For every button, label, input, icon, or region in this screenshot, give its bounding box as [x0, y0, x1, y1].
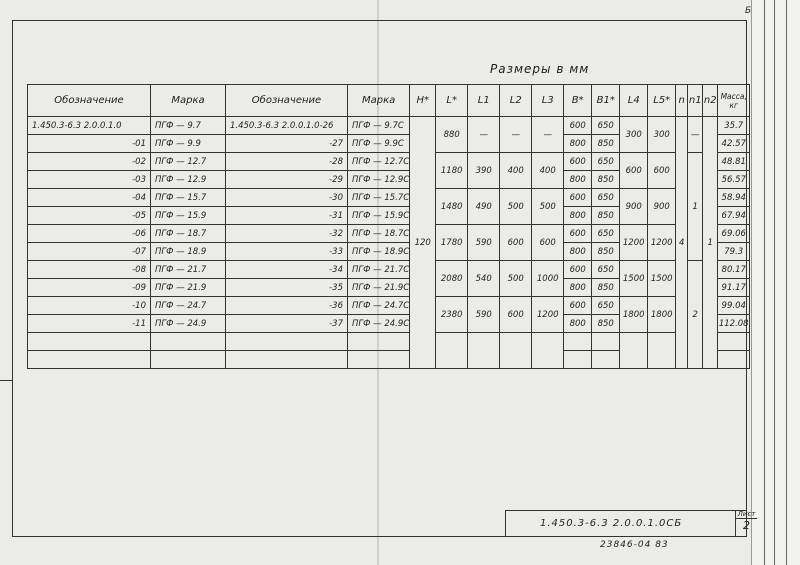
L-cell: 2380 [436, 297, 468, 333]
mark-cell: ПГФ — 9.9С [348, 135, 410, 153]
B1-cell: 850 [592, 207, 620, 225]
col-designation: Обозначение [28, 85, 151, 117]
mark-cell: ПГФ — 24.9 [151, 315, 226, 333]
L1-cell [468, 333, 500, 369]
B-cell: 800 [564, 243, 592, 261]
mass-cell: 42.57 [718, 135, 750, 153]
mark-cell: ПГФ — 12.7 [151, 153, 226, 171]
L4-cell: 900 [620, 189, 648, 225]
col-n2: n2 [703, 85, 718, 117]
mark-cell: ПГФ — 18.7 [151, 225, 226, 243]
L2-cell: 500 [500, 261, 532, 297]
L2-cell: 400 [500, 153, 532, 189]
corner-mark: Б [745, 6, 752, 16]
L4-cell: 600 [620, 153, 648, 189]
L3-cell: — [532, 117, 564, 153]
designation-cell: -34 [226, 261, 348, 279]
B-cell: 600 [564, 117, 592, 135]
B1-cell: 650 [592, 225, 620, 243]
L3-cell: 600 [532, 225, 564, 261]
L5-cell [648, 333, 676, 369]
inventory-number: 23846-04 83 [600, 540, 669, 550]
mass-cell [718, 351, 750, 369]
col-n: n [676, 85, 688, 117]
L1-cell: 490 [468, 189, 500, 225]
L3-cell [532, 333, 564, 369]
mass-cell: 56.57 [718, 171, 750, 189]
L4-cell: 1200 [620, 225, 648, 261]
L2-cell: 600 [500, 225, 532, 261]
mass-cell: 79.3 [718, 243, 750, 261]
B-cell: 800 [564, 315, 592, 333]
B-cell: 800 [564, 171, 592, 189]
B-cell: 800 [564, 279, 592, 297]
B1-cell: 850 [592, 243, 620, 261]
designation-cell: -08 [28, 261, 151, 279]
binding-edge [751, 0, 800, 565]
designation-cell [28, 351, 151, 369]
mark-cell: ПГФ — 15.9С [348, 207, 410, 225]
L4-cell: 300 [620, 117, 648, 153]
n1-cell: 1 [688, 153, 703, 261]
col-L4: L4 [620, 85, 648, 117]
table-row [28, 261, 750, 279]
col-mark: Марка [151, 85, 226, 117]
L1-cell: 590 [468, 297, 500, 333]
n2-cell: 1 [703, 117, 718, 369]
mark-cell [348, 351, 410, 369]
col-L2: L2 [500, 85, 532, 117]
mark-cell: ПГФ — 21.9С [348, 279, 410, 297]
sheet-label: Лист [737, 510, 756, 518]
B-cell: 800 [564, 207, 592, 225]
B1-cell: 850 [592, 279, 620, 297]
table-row [28, 117, 750, 135]
designation-cell: -37 [226, 315, 348, 333]
mass-cell: 67.94 [718, 207, 750, 225]
mark-cell: ПГФ — 9.7С [348, 117, 410, 135]
designation-cell [28, 333, 151, 351]
mark-cell: ПГФ — 15.7С [348, 189, 410, 207]
mark-cell: ПГФ — 15.7 [151, 189, 226, 207]
L5-cell: 1800 [648, 297, 676, 333]
B-cell [564, 351, 592, 369]
designation-cell: -29 [226, 171, 348, 189]
designation-cell: -10 [28, 297, 151, 315]
mass-cell: 91.17 [718, 279, 750, 297]
L1-cell: 590 [468, 225, 500, 261]
designation-cell: -33 [226, 243, 348, 261]
header-row [28, 85, 750, 117]
mark-cell [348, 333, 410, 351]
mark-cell [151, 351, 226, 369]
B1-cell: 850 [592, 171, 620, 189]
designation-cell: -11 [28, 315, 151, 333]
L5-cell: 900 [648, 189, 676, 225]
col-L3: L3 [532, 85, 564, 117]
B-cell: 600 [564, 261, 592, 279]
designation-cell: -01 [28, 135, 151, 153]
specification-table [27, 84, 750, 369]
table-row [28, 333, 750, 351]
L2-cell: — [500, 117, 532, 153]
H-cell: 120 [410, 117, 436, 369]
mark-cell: ПГФ — 21.7С [348, 261, 410, 279]
mark-cell: ПГФ — 24.9С [348, 315, 410, 333]
L-cell: 2080 [436, 261, 468, 297]
designation-cell [226, 333, 348, 351]
L1-cell: 390 [468, 153, 500, 189]
B-cell: 800 [564, 135, 592, 153]
designation-cell: -36 [226, 297, 348, 315]
L4-cell [620, 333, 648, 369]
designation-cell: -30 [226, 189, 348, 207]
mark-cell: ПГФ — 12.9С [348, 171, 410, 189]
col-L1: L1 [468, 85, 500, 117]
col-B: B* [564, 85, 592, 117]
designation-cell: -31 [226, 207, 348, 225]
L3-cell: 1200 [532, 297, 564, 333]
designation-cell: 1.450.3-6.3 2.0.0.1.0 [28, 117, 151, 135]
mass-cell: 35.7 [718, 117, 750, 135]
designation-cell: 1.450.3-6.3 2.0.0.1.0-26 [226, 117, 348, 135]
B1-cell: 850 [592, 315, 620, 333]
B1-cell [592, 351, 620, 369]
B1-cell: 650 [592, 153, 620, 171]
table-row [28, 225, 750, 243]
mass-cell: 112.08 [718, 315, 750, 333]
L2-cell: 500 [500, 189, 532, 225]
L3-cell: 1000 [532, 261, 564, 297]
B1-cell: 650 [592, 117, 620, 135]
col-H: H* [410, 85, 436, 117]
B-cell: 600 [564, 153, 592, 171]
L3-cell: 500 [532, 189, 564, 225]
designation-cell: -05 [28, 207, 151, 225]
designation-cell: -35 [226, 279, 348, 297]
L-cell: 1480 [436, 189, 468, 225]
left-margin-strip [0, 380, 12, 538]
designation-cell [226, 351, 348, 369]
mass-cell: 58.94 [718, 189, 750, 207]
n-cell: 4 [676, 117, 688, 369]
col-L: L* [436, 85, 468, 117]
B-cell: 600 [564, 297, 592, 315]
B-cell: 600 [564, 189, 592, 207]
col-designation-2: Обозначение [226, 85, 348, 117]
mark-cell: ПГФ — 18.7С [348, 225, 410, 243]
B1-cell: 850 [592, 135, 620, 153]
designation-cell: -04 [28, 189, 151, 207]
mark-cell: ПГФ — 21.9 [151, 279, 226, 297]
n1-cell: 2 [688, 261, 703, 369]
L2-cell [500, 333, 532, 369]
designation-cell: -27 [226, 135, 348, 153]
designation-cell: -28 [226, 153, 348, 171]
L5-cell: 600 [648, 153, 676, 189]
mark-cell: ПГФ — 12.7С [348, 153, 410, 171]
L3-cell: 400 [532, 153, 564, 189]
L5-cell: 300 [648, 117, 676, 153]
L-cell [436, 333, 468, 369]
col-mark-2: Марка [348, 85, 410, 117]
mass-cell [718, 333, 750, 351]
sizes-title: Размеры в мм [490, 62, 590, 76]
L1-cell: 540 [468, 261, 500, 297]
col-n1: n1 [688, 85, 703, 117]
designation-cell: -07 [28, 243, 151, 261]
table-row [28, 153, 750, 171]
sheet-number-box [735, 510, 757, 537]
col-L5: L5* [648, 85, 676, 117]
B1-cell: 650 [592, 189, 620, 207]
L5-cell: 1200 [648, 225, 676, 261]
table-row [28, 189, 750, 207]
col-B1: B1* [592, 85, 620, 117]
mark-cell: ПГФ — 12.9 [151, 171, 226, 189]
mass-cell: 48.81 [718, 153, 750, 171]
mark-cell: ПГФ — 15.9 [151, 207, 226, 225]
designation-cell: -06 [28, 225, 151, 243]
mark-cell: ПГФ — 9.7 [151, 117, 226, 135]
B1-cell [592, 333, 620, 351]
L-cell: 1180 [436, 153, 468, 189]
n1-cell: — [688, 117, 703, 153]
mark-cell: ПГФ — 18.9С [348, 243, 410, 261]
mass-cell: 80.17 [718, 261, 750, 279]
mark-cell: ПГФ — 9.9 [151, 135, 226, 153]
col-mass: Масса, кг [718, 85, 750, 117]
table-row [28, 297, 750, 315]
L4-cell: 1800 [620, 297, 648, 333]
designation-cell: -09 [28, 279, 151, 297]
B1-cell: 650 [592, 261, 620, 279]
designation-cell: -03 [28, 171, 151, 189]
L4-cell: 1500 [620, 261, 648, 297]
sheet-number: 2 [736, 518, 757, 532]
L-cell: 1780 [436, 225, 468, 261]
mark-cell: ПГФ — 24.7С [348, 297, 410, 315]
L1-cell: — [468, 117, 500, 153]
designation-cell: -32 [226, 225, 348, 243]
B-cell [564, 333, 592, 351]
L5-cell: 1500 [648, 261, 676, 297]
designation-cell: -02 [28, 153, 151, 171]
B-cell: 600 [564, 225, 592, 243]
document-code: 1.450.3-6.3 2.0.0.1.0СБ [540, 518, 683, 529]
B1-cell: 650 [592, 297, 620, 315]
L2-cell: 600 [500, 297, 532, 333]
mark-cell: ПГФ — 21.7 [151, 261, 226, 279]
mark-cell: ПГФ — 18.9 [151, 243, 226, 261]
L-cell: 880 [436, 117, 468, 153]
mass-cell: 69.06 [718, 225, 750, 243]
mark-cell [151, 333, 226, 351]
mark-cell: ПГФ — 24.7 [151, 297, 226, 315]
mass-cell: 99.04 [718, 297, 750, 315]
